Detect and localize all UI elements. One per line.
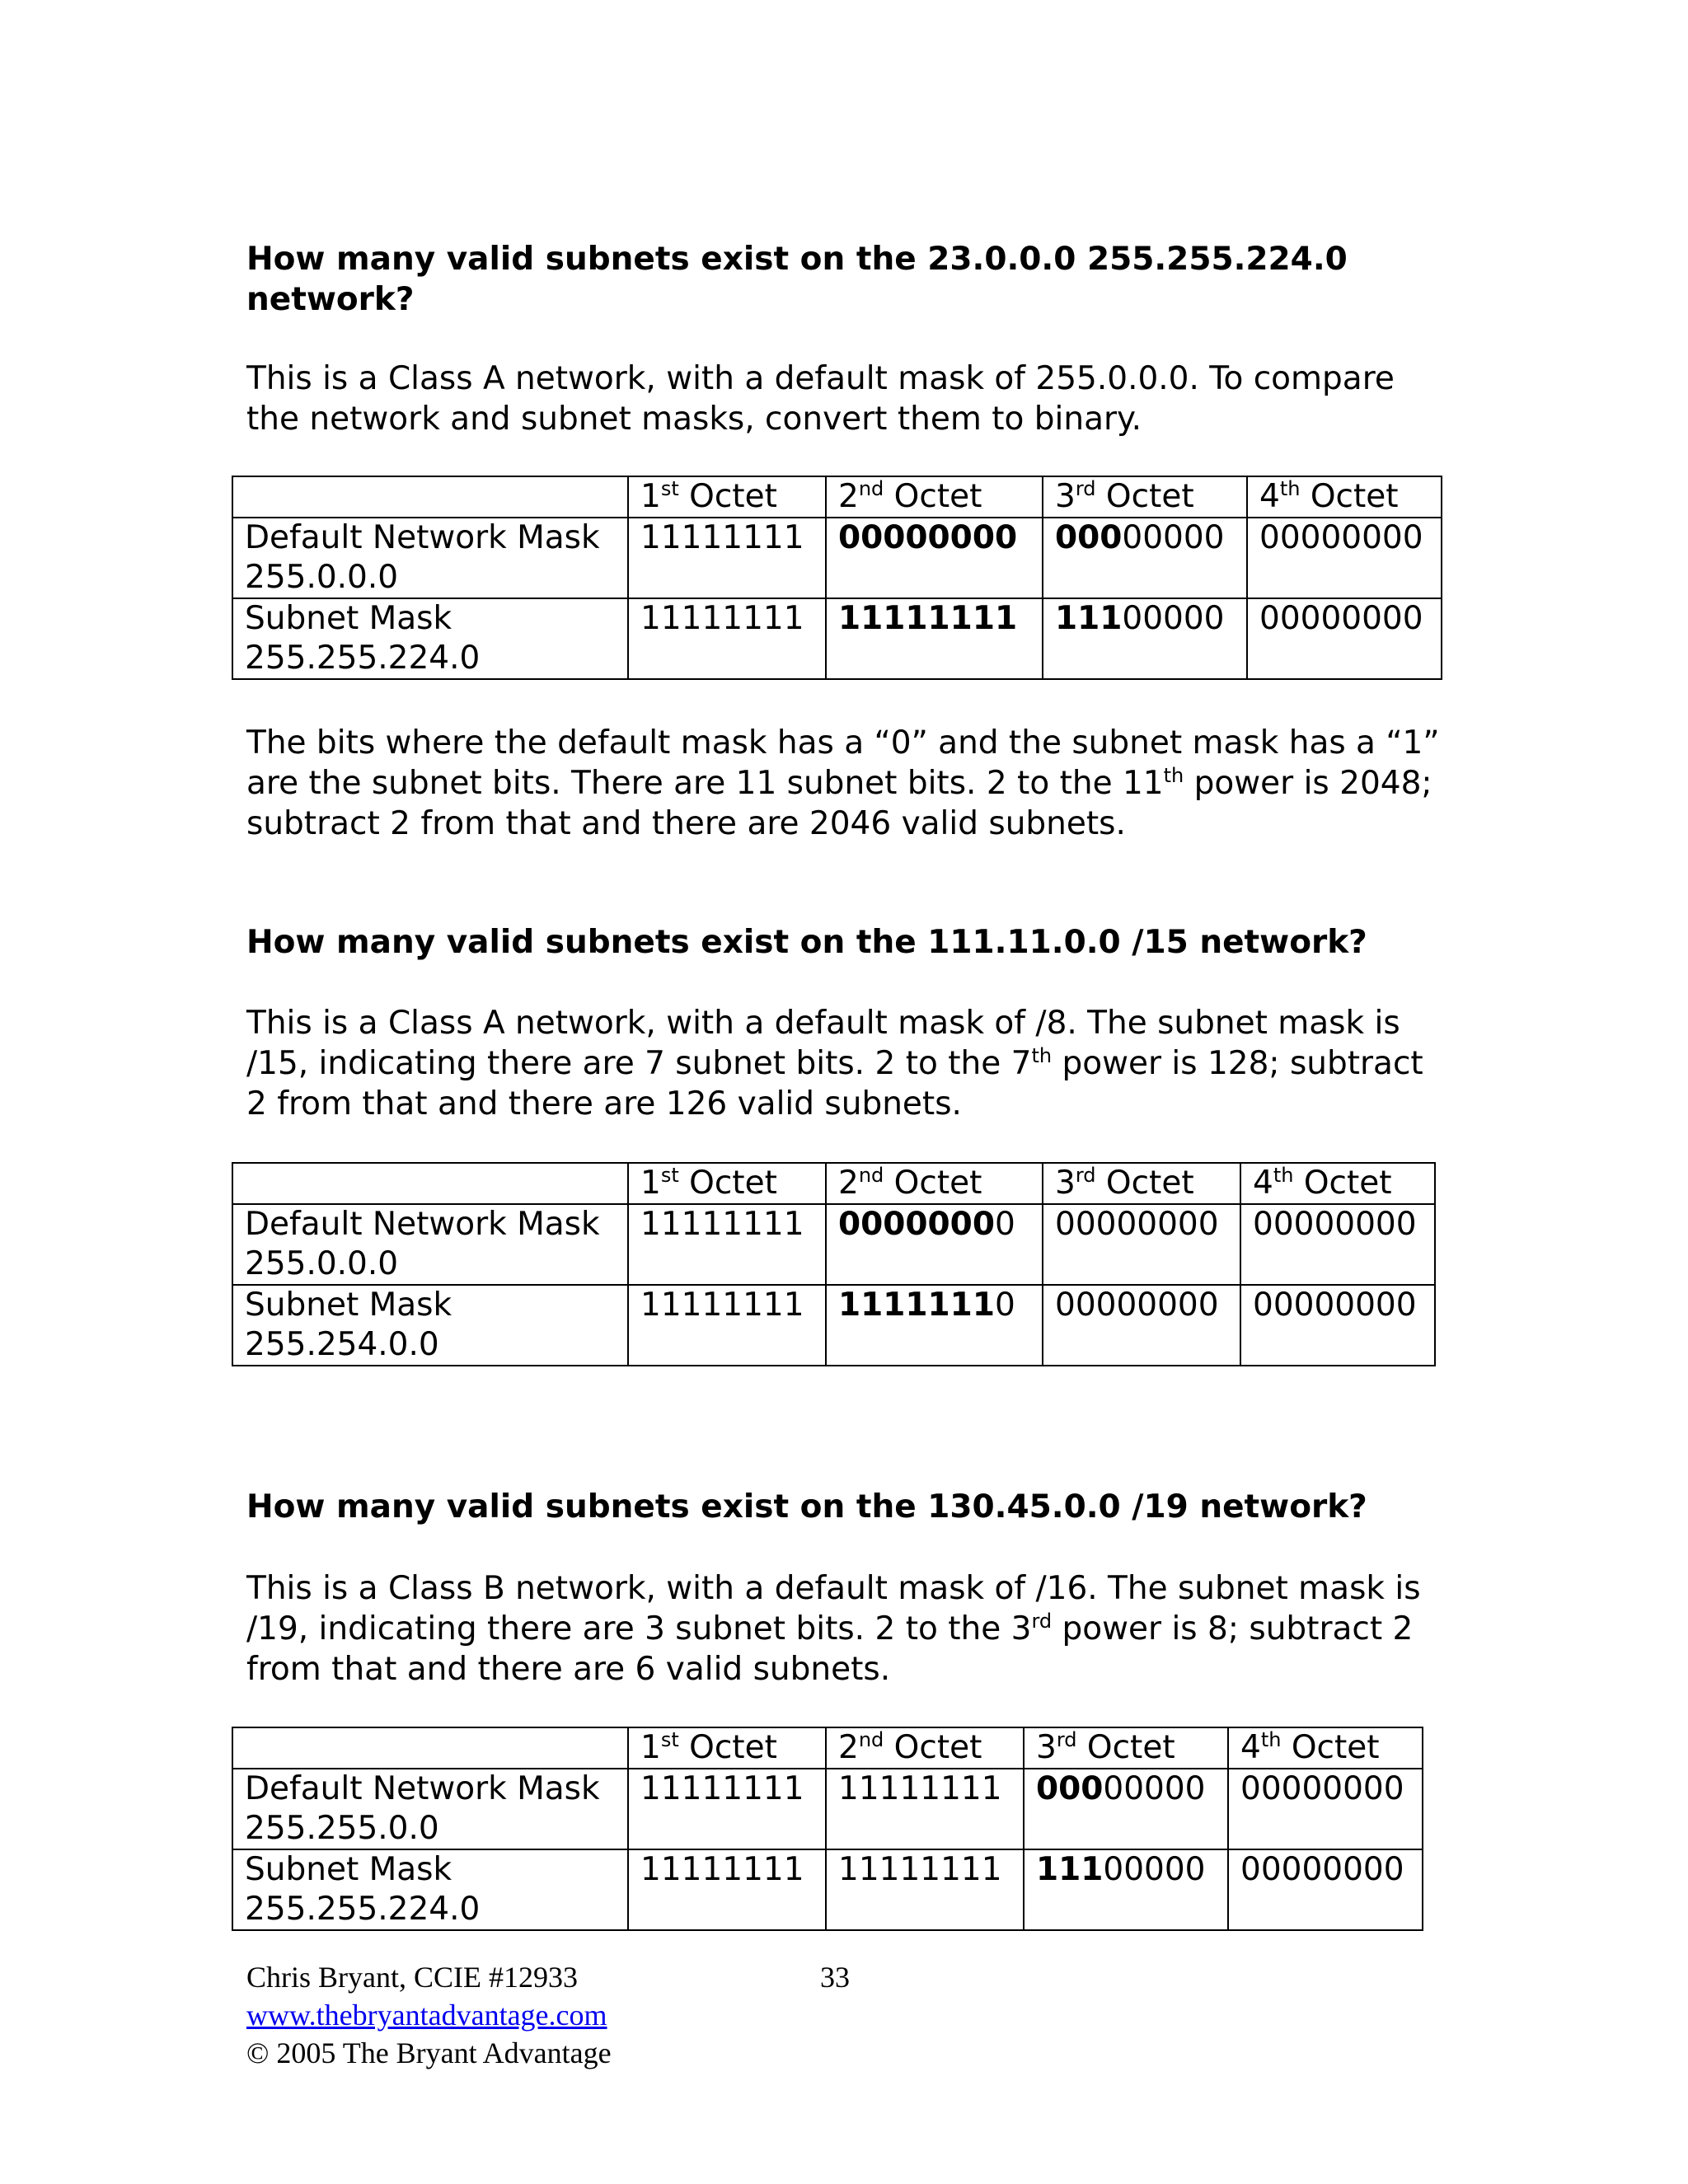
octet-3-value: 00000000 — [1024, 1769, 1228, 1849]
table-header-row — [232, 1727, 1423, 1769]
header-4th-octet: 4th Octet — [1240, 1163, 1435, 1204]
intro-paragraph-1: This is a Class A network, with a default mask of 255.0.0.0. To compare the network and subnet masks, convert them to binary. — [246, 360, 1395, 438]
table-row — [232, 1769, 1423, 1849]
header-2nd-octet: 2nd Octet — [826, 1727, 1024, 1769]
row-label: Default Network Mask 255.0.0.0 — [232, 518, 628, 598]
header-empty-cell — [232, 1727, 628, 1769]
header-3rd-octet: 3rd Octet — [1043, 1163, 1240, 1204]
table-row — [232, 518, 1442, 598]
octet-2-value: 00000000 — [826, 518, 1043, 598]
footer-copyright: © 2005 The Bryant Advantage — [246, 2036, 612, 2069]
binary-mask-table-3 — [232, 1727, 1423, 1931]
conclusion-paragraph-1: The bits where the default mask has a “0” and the subnet mask has a “1” are the subnet bits. There are 11 subnet bits. 2 to the 11th power is 2048; subtract 2 from that and there are 2046 valid subnets. — [246, 724, 1440, 842]
octet-2-value: 11111111 — [826, 598, 1043, 679]
row-label: Default Network Mask 255.255.0.0 — [232, 1769, 628, 1849]
octet-1-value: 11111111 — [628, 518, 826, 598]
footer-website-link[interactable]: www.thebryantadvantage.com — [246, 1999, 607, 2032]
octet-1-value: 11111111 — [628, 1285, 826, 1366]
octet-3-value: 00000000 — [1043, 518, 1247, 598]
header-4th-octet: 4th Octet — [1247, 476, 1442, 518]
octet-1-value: 11111111 — [628, 1849, 826, 1930]
header-3rd-octet: 3rd Octet — [1024, 1727, 1228, 1769]
question-heading-3: How many valid subnets exist on the 130.45.0.0 /19 network? — [246, 1488, 1367, 1526]
header-3rd-octet: 3rd Octet — [1043, 476, 1247, 518]
octet-4-value: 00000000 — [1228, 1769, 1423, 1849]
header-1st-octet: 1st Octet — [628, 1163, 826, 1204]
header-1st-octet: 1st Octet — [628, 476, 826, 518]
table-row — [232, 1285, 1435, 1366]
question-heading-2: How many valid subnets exist on the 111.11.0.0 /15 network? — [246, 924, 1367, 961]
row-label: Subnet Mask 255.254.0.0 — [232, 1285, 628, 1366]
octet-3-value: 11100000 — [1043, 598, 1247, 679]
header-empty-cell — [232, 476, 628, 518]
header-4th-octet: 4th Octet — [1228, 1727, 1423, 1769]
octet-4-value: 00000000 — [1240, 1204, 1435, 1285]
row-label: Default Network Mask 255.0.0.0 — [232, 1204, 628, 1285]
octet-4-value: 00000000 — [1240, 1285, 1435, 1366]
intro-paragraph-2: This is a Class A network, with a default mask of /8. The subnet mask is /15, indicating there are 7 subnet bits. 2 to the 7th power is 128; subtract 2 from that and there are 126 valid subnets. — [246, 1005, 1423, 1122]
octet-1-value: 11111111 — [628, 1769, 826, 1849]
header-1st-octet: 1st Octet — [628, 1727, 826, 1769]
octet-1-value: 11111111 — [628, 1204, 826, 1285]
octet-3-value: 00000000 — [1043, 1285, 1240, 1366]
octet-2-value: 11111111 — [826, 1769, 1024, 1849]
table-row — [232, 1849, 1423, 1930]
octet-3-value: 00000000 — [1043, 1204, 1240, 1285]
octet-4-value: 00000000 — [1228, 1849, 1423, 1930]
octet-2-value: 00000000 — [826, 1204, 1043, 1285]
row-label: Subnet Mask 255.255.224.0 — [232, 598, 628, 679]
page-footer — [246, 1958, 612, 2072]
row-label: Subnet Mask 255.255.224.0 — [232, 1849, 628, 1930]
table-row — [232, 598, 1442, 679]
intro-paragraph-3: This is a Class B network, with a default mask of /16. The subnet mask is /19, indicating there are 3 subnet bits. 2 to the 3rd power is 8; subtract 2 from that and there are 6 valid subnets. — [246, 1570, 1421, 1688]
octet-1-value: 11111111 — [628, 598, 826, 679]
header-empty-cell — [232, 1163, 628, 1204]
binary-mask-table-1 — [232, 476, 1442, 680]
table-header-row — [232, 1163, 1435, 1204]
binary-mask-table-2 — [232, 1162, 1436, 1366]
header-2nd-octet: 2nd Octet — [826, 476, 1043, 518]
table-header-row — [232, 476, 1442, 518]
header-2nd-octet: 2nd Octet — [826, 1163, 1043, 1204]
octet-3-value: 11100000 — [1024, 1849, 1228, 1930]
octet-4-value: 00000000 — [1247, 598, 1442, 679]
octet-2-value: 11111111 — [826, 1849, 1024, 1930]
footer-author: Chris Bryant, CCIE #12933 — [246, 1961, 578, 1994]
octet-4-value: 00000000 — [1247, 518, 1442, 598]
question-heading-1: How many valid subnets exist on the 23.0.0.0 255.255.224.0 network? — [246, 241, 1348, 318]
octet-2-value: 11111110 — [826, 1285, 1043, 1366]
page-number: 33 — [820, 1961, 850, 1994]
table-row — [232, 1204, 1435, 1285]
